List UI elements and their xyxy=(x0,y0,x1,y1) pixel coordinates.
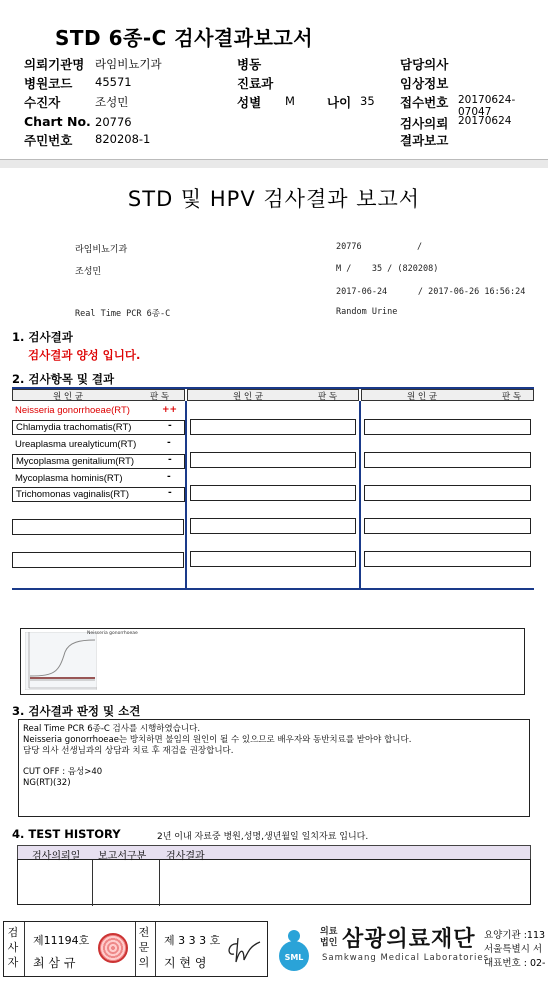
results-bottom-rule xyxy=(12,588,534,590)
label-receipt-no: 접수번호 xyxy=(400,95,449,110)
report-header-title: STD 6종-C 검사결과보고서 xyxy=(55,26,314,50)
reviewer-label: 전문의 xyxy=(138,926,150,969)
empty-result-cell xyxy=(190,485,356,501)
empty-result-cell xyxy=(12,552,184,568)
table-row xyxy=(12,403,185,418)
history-table-body xyxy=(17,859,531,905)
history-col-result: 검사결과 xyxy=(166,851,205,862)
sml-logo-icon xyxy=(272,928,316,972)
header-gray-band xyxy=(0,160,548,168)
pathogen-name: Neisseria gonorrhoeae(RT) xyxy=(15,405,130,416)
footer-divider xyxy=(24,922,25,976)
report-chart-no: 20776 xyxy=(336,242,362,252)
sml-logo xyxy=(272,928,316,976)
tester-label: 검사자 xyxy=(7,926,19,969)
history-col-report-type: 보고서구분 xyxy=(98,851,147,862)
section1-result: 검사결과 양성 입니다. xyxy=(28,348,141,362)
value-sex: M xyxy=(285,94,295,108)
pathogen-result: - xyxy=(168,488,172,498)
ct-value-line: NG(RT)(32) xyxy=(23,778,71,788)
label-department: 진료과 xyxy=(237,76,274,91)
label-sex: 성별 xyxy=(237,95,262,110)
label-patient: 수진자 xyxy=(24,95,61,110)
section2-heading: 2. 검사항목 및 결과 xyxy=(12,372,115,386)
label-clinical-info: 임상정보 xyxy=(400,76,449,91)
org-name: 삼광의료재단 xyxy=(342,927,476,952)
empty-result-cell xyxy=(364,452,531,468)
value-receipt-no: 20170624-07047 xyxy=(458,94,516,118)
table-row xyxy=(12,471,185,486)
value-resident-no: 820208-1 xyxy=(95,132,151,146)
empty-result-cell xyxy=(190,551,356,567)
label-request-date: 검사의뢰 xyxy=(400,116,449,131)
col-header-result-2: 판 독 xyxy=(318,392,338,402)
col-header-result-3: 판 독 xyxy=(502,392,522,402)
finding-line-1: Real Time PCR 6종-C 검사를 시행하였습니다. xyxy=(23,724,201,734)
report-title: STD 및 HPV 검사결과 보고서 xyxy=(127,187,421,211)
pathogen-result: - xyxy=(167,472,171,482)
empty-result-cell xyxy=(364,551,531,567)
pathogen-name: Chlamydia trachomatis(RT) xyxy=(16,422,132,433)
pathogen-result: ++ xyxy=(162,405,178,415)
report-clinic: 라임비뇨기과 xyxy=(75,245,128,255)
empty-result-cell xyxy=(190,419,356,435)
report-dates: 2017-06-24 / 2017-06-26 16:56:24 xyxy=(336,287,526,297)
org-info-2: 서울특별시 서 xyxy=(484,944,543,955)
amplification-graph-box xyxy=(20,628,525,695)
col-header-1 xyxy=(12,389,185,401)
label-ward: 병동 xyxy=(237,57,262,72)
empty-result-cell xyxy=(190,452,356,468)
org-type-1: 의료 xyxy=(320,927,338,937)
section1-heading: 1. 검사결과 xyxy=(12,330,73,344)
pathogen-name: Mycoplasma hominis(RT) xyxy=(15,473,123,484)
footer-divider xyxy=(135,922,136,976)
col-header-pathogen-3: 원 인 균 xyxy=(407,392,438,402)
label-institution: 의뢰기관명 xyxy=(24,57,85,72)
col-header-pathogen-2: 원 인 균 xyxy=(233,392,264,402)
label-hospital-code: 병원코드 xyxy=(24,76,73,91)
history-note: 2년 이내 자료중 병원,성명,생년월일 일치자료 입니다. xyxy=(157,832,369,842)
label-resident-no: 주민번호 xyxy=(24,133,73,148)
value-patient: 조성민 xyxy=(95,95,129,109)
report-sex-age: M / 35 / (820208) xyxy=(336,264,439,274)
pathogen-result: - xyxy=(167,438,171,448)
history-col-divider xyxy=(92,860,93,906)
finding-line-3: 담당 의사 선생님과의 상담과 치료 후 재검을 권장합니다. xyxy=(23,746,234,756)
amplification-curve-chart xyxy=(25,632,97,690)
section3-heading: 3. 검사결과 판정 및 소견 xyxy=(12,704,141,718)
cutoff-line: CUT OFF : 음성>40 xyxy=(23,767,103,777)
section4-heading: 4. TEST HISTORY xyxy=(12,827,121,841)
signature-block xyxy=(3,921,268,977)
value-age: 35 xyxy=(360,94,375,108)
empty-result-cell xyxy=(364,419,531,435)
findings-box xyxy=(18,719,530,817)
report-method: Real Time PCR 6종-C xyxy=(75,309,171,319)
org-english-name: Samkwang Medical Laboratories xyxy=(322,953,490,963)
report-specimen: Random Urine xyxy=(336,307,398,317)
pathogen-result: - xyxy=(168,421,172,431)
empty-result-cell xyxy=(12,519,184,535)
sml-logo-text: SML xyxy=(284,953,304,962)
value-chart-no: 20776 xyxy=(95,115,132,129)
col-header-pathogen: 원 인 균 xyxy=(53,392,84,402)
pathogen-name: Ureaplasma urealyticum(RT) xyxy=(15,439,137,450)
history-table-header xyxy=(17,845,531,860)
tester-name: 최 삼 규 xyxy=(33,956,76,970)
footer-divider xyxy=(155,922,156,976)
org-type-2: 법인 xyxy=(320,938,338,948)
pathogen-name: Mycoplasma genitalium(RT) xyxy=(16,456,135,467)
empty-result-cell xyxy=(364,485,531,501)
seal-stamp-icon xyxy=(98,933,128,963)
tester-license: 제11194호 xyxy=(33,934,90,947)
col-header-3 xyxy=(361,389,534,401)
graph-legend: Neisseria gonorrhoeae xyxy=(87,631,138,636)
empty-result-cell xyxy=(364,518,531,534)
label-age: 나이 xyxy=(327,95,352,110)
col-header-result: 판 독 xyxy=(150,392,170,402)
history-col-request-date: 검사의뢰일 xyxy=(32,851,81,862)
empty-result-cell xyxy=(190,518,356,534)
report-patient: 조성민 xyxy=(75,267,102,277)
org-info-3: 대표번호 : 02- xyxy=(484,958,546,969)
org-info-1: 요양기관 :113 xyxy=(484,930,546,941)
value-institution: 라임비뇨기과 xyxy=(95,57,162,71)
table-row xyxy=(12,437,185,452)
history-col-divider xyxy=(159,860,160,906)
table-row xyxy=(12,487,185,502)
table-row xyxy=(12,420,185,435)
table-row xyxy=(12,454,185,469)
value-hospital-code: 45571 xyxy=(95,75,132,89)
reviewer-license: 제 3 3 3 호 xyxy=(164,934,221,947)
column-divider-1 xyxy=(185,401,187,589)
reviewer-signature xyxy=(224,934,262,966)
value-request-date: 20170624 xyxy=(458,115,512,127)
finding-line-2: Neisseria gonorrhoeae는 방치하면 불임의 원인이 될 수 있으므로 배우자와 동반치료를 받아야 합니다. xyxy=(23,735,412,745)
pathogen-result: - xyxy=(168,455,172,465)
column-divider-2 xyxy=(359,401,361,589)
pathogen-name: Trichomonas vaginalis(RT) xyxy=(16,489,129,500)
reviewer-name: 지 현 영 xyxy=(164,956,207,970)
label-chart-no: Chart No. xyxy=(24,114,91,129)
label-report-date: 결과보고 xyxy=(400,133,449,148)
label-doctor: 담당의사 xyxy=(400,57,449,72)
report-slash: / xyxy=(417,242,423,252)
col-header-2 xyxy=(187,389,359,401)
